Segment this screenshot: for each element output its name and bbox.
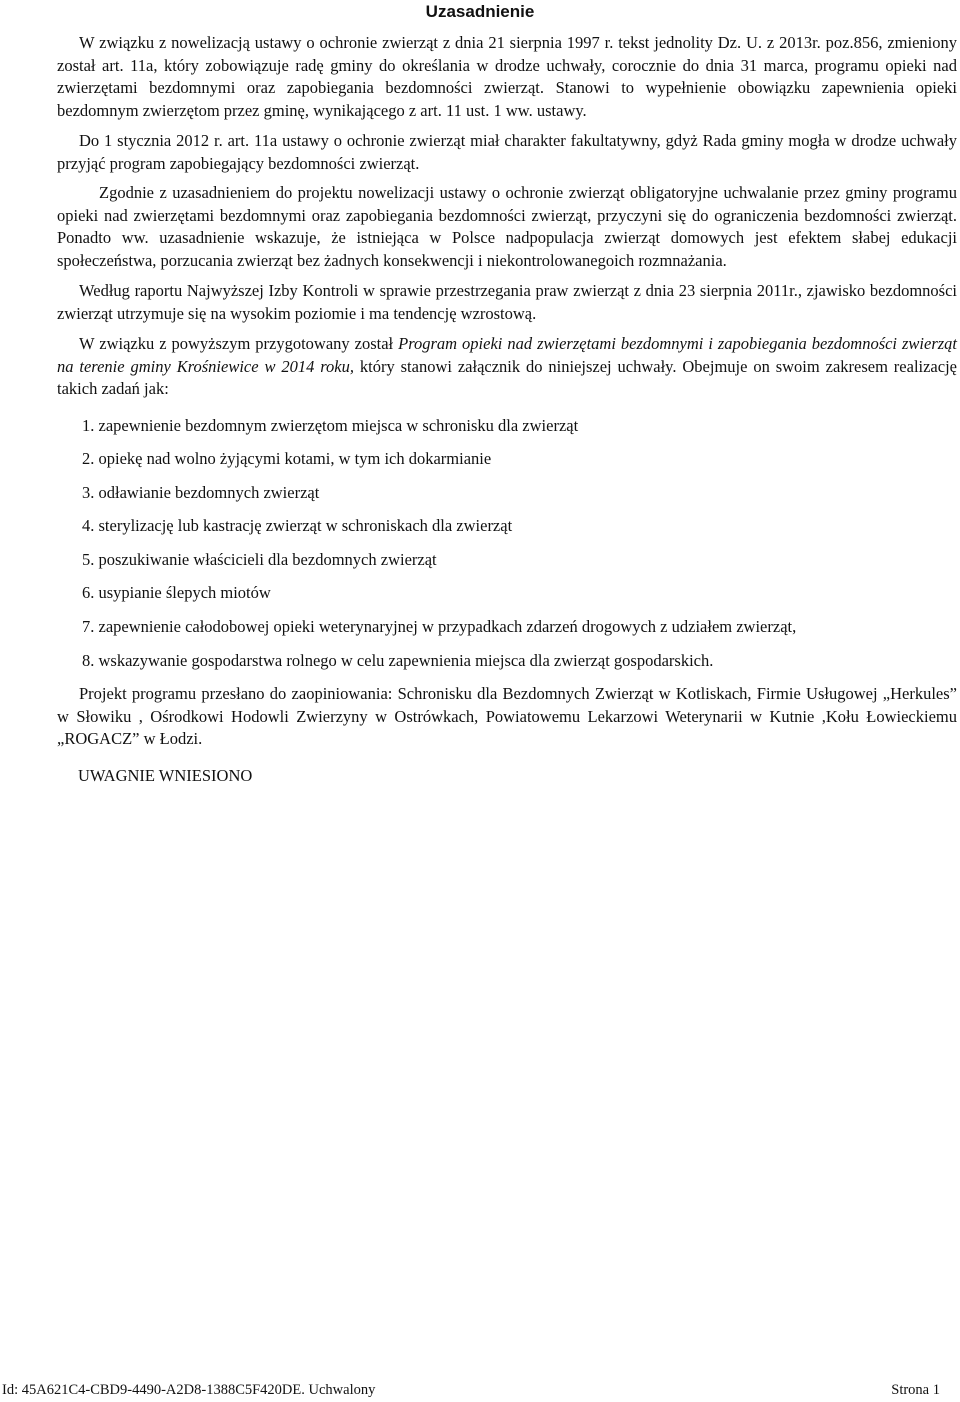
document-id: Id: 45A621C4-CBD9-4490-A2D8-1388C5F420DE. Uchwalony <box>2 1382 376 1398</box>
paragraph-nik-report: Według raportu Najwyższej Izby Kontroli w sprawie przestrzegania praw zwierząt z dnia 23 sierpnia 2011r., zjawisko bezdomności zwierząt utrzymuje się na wysokim poziomie i ma tendencję wzrostową. <box>57 281 957 323</box>
document-title: Uzasadnienie <box>425 2 535 21</box>
list-item: 6. usypianie ślepych miotów <box>82 583 271 603</box>
page-number: Strona 1 <box>891 1382 940 1398</box>
list-item: 3. odławianie bezdomnych zwierząt <box>82 482 320 502</box>
program-intro: W związku z powyższym przygotowany został <box>79 334 399 353</box>
tasks-list <box>57 415 957 672</box>
paragraph-justification: Zgodnie z uzasadnieniem do projektu nowelizacji ustawy o ochronie zwierząt obligatoryjne uchwalanie przez gminy programu opieki nad zwierzętami bezdomnymi oraz zapobiegania bezdomności zwierząt, przyczyni się do ograniczenia bezdomności zwierząt. Ponadto ww. uzasadnienie wskazuje, że istniejąca w Polsce nadpopulacja zwierząt domowych jest efektem słabej edukacji społeczeństwa, porzucania zwierząt bez żadnych konsekwencji i niekontrolowanegoich rozmnażania. <box>57 183 957 270</box>
list-item: 7. zapewnienie całodobowej opieki weterynaryjnej w przypadkach zdarzeń drogowych z udziałem zwierząt, <box>82 617 797 637</box>
program-title: Program opieki nad zwierzętami bezdomnymi i zapobiegania bezdomności zwierząt na terenie gminy Krośniewice w 2014 roku, <box>57 334 958 376</box>
remarks-note: UWAGNIE WNIESIONO <box>78 765 253 785</box>
list-item: 1. zapewnienie bezdomnym zwierzętom miejsca w schronisku dla zwierząt <box>82 415 579 435</box>
list-item: 5. poszukiwanie właścicieli dla bezdomnych zwierząt <box>82 549 437 569</box>
paragraph-history: Do 1 stycznia 2012 r. art. 11a ustawy o ochronie zwierząt miał charakter fakultatywny, gdyż Rada gminy mogła w drodze uchwały przyjąć program zapobiegający bezdomności zwierząt. <box>57 131 957 173</box>
document-body <box>57 32 957 787</box>
list-item: 2. opiekę nad wolno żyjącymi kotami, w tym ich dokarmianie <box>82 449 492 469</box>
program-outro: który stanowi załącznik do niniejszej uchwały. Obejmuje on swoim zakresem realizację takich zadań jak: <box>57 356 957 398</box>
paragraph-amendment: W związku z nowelizacją ustawy o ochronie zwierząt z dnia 21 sierpnia 1997 r. tekst jednolity Dz. U. z 2013r. poz.856, zmieniony został art. 11a, który zobowiązuje radę gminy do określania w drodze uchwały, corocznie do dnia 31 marca, programu opieki nad zwierzętami bezdomnymi oraz zapobiegania bezdomności zwierząt. Stanowi to wypełnienie obowiązku zapewnienia opieki bezdomnym zwierzętom przez gminę, wynikającego z art. 11 ust. 1 ww. ustawy. <box>57 33 957 120</box>
paragraph-program <box>57 333 957 401</box>
list-item: 4. sterylizację lub kastrację zwierząt w schroniskach dla zwierząt <box>82 516 513 536</box>
paragraph-consultation: Projekt programu przesłano do zaopiniowania: Schronisku dla Bezdomnych Zwierząt w Kotliskach, Firmie Usługowej „Herkules” w Słowiku , Ośrodkowi Hodowli Zwierzyny w Ostrówkach, Powiatowemu Lekarzowi Weterynarii w Kutnie ,Kołu Łowieckiemu „ROGACZ” w Łodzi. <box>57 684 957 749</box>
list-item: 8. wskazywanie gospodarstwa rolnego w celu zapewnienia miejsca dla zwierząt gospodarskich. <box>82 650 714 670</box>
